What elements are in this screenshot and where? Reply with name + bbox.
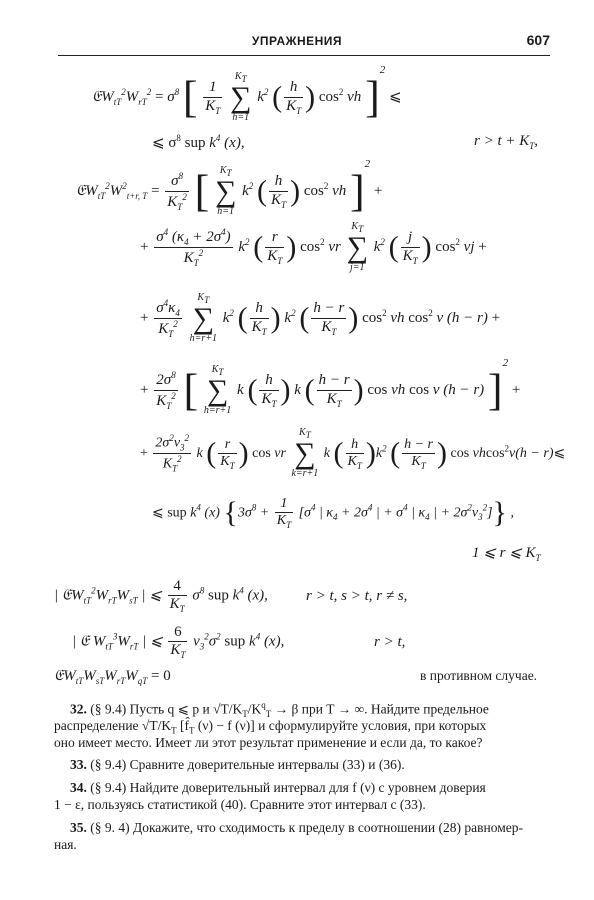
condition-2: r > t, s > t, r ≠ s,: [306, 588, 408, 604]
exercise-35: [54, 819, 550, 836]
condition-1: [474, 133, 538, 151]
formula-line-10: | 𝔈 $W_{tT}^3W_{rT}$ | ⩽ $\frac{6}{K_T}$ $\nu_3^2\sigma^2$ sup $k^4$ (x),: [72, 624, 285, 661]
formula-line-5: + $\frac{\sigma^4\kappa_4}{K_T^2}$ $K_T$ ∑ h=r+1 $k^2$ ( $\frac{h}{K_T}$ ) $k^2$ ( $\frac{h - r}{K_T}$ ) $\cos^2 \nu h$ $\cos^2 \nu$ (h − r) +: [140, 292, 501, 344]
formula-line-2: ⩽ $\sigma^8$ sup $k^4$ (x),: [152, 133, 245, 151]
condition-1-text: r > t + K: [474, 133, 530, 149]
exercise-32-line-2: распределение $√T/K_T$ [$f̂_T$ (ν) − f (ν)] и сформулируйте условия, при которых: [54, 718, 487, 736]
exercise-34-text: (§ 9.4) Найдите доверительный интервал для f (ν) с уровнем доверия: [90, 780, 486, 795]
exercise-35-number: 35.: [70, 820, 87, 835]
formula-line-9: | $𝔈W_{tT}^2W_{rT}W_{sT}$ | ⩽ $\frac{4}{K_T}$ $\sigma^8$ sup $k^4$ (x),: [54, 578, 268, 615]
exercise-32-number: 32.: [70, 701, 87, 717]
exercise-33: [54, 756, 550, 773]
condition-1-sub: T: [529, 141, 535, 151]
exercise-32-line2-b: [f̂: [176, 718, 189, 733]
page-number: 607: [526, 32, 550, 48]
header-title: УПРАЖНЕНИЯ: [251, 34, 343, 48]
otherwise-text: в противном случае.: [420, 668, 538, 683]
exercise-32: 32. (§ 9.4) Пусть q ⩽ p и $√T/K_T/K^q_T \to \beta$ при T → ∞. Найдите предельное: [70, 700, 489, 720]
formula-line-3: $𝔈W_{tT}^2W^2_{t+r, T}$ = $\frac{\sigma^8}{K_T^2}$ [ $K_T$ ∑ h=1 $k^2$ ( $\frac{h}{K_T}$ ) $\cos^2 \nu h$ ]$^2$ +: [76, 158, 383, 217]
formula-line-11: $𝔈W_{tT}W_{sT}W_{rT}W_{qT} = 0$: [54, 668, 171, 686]
exercise-35-line-2: ная.: [54, 837, 77, 852]
exercise-32-text-c: → β при T → ∞. Найдите предельное: [271, 701, 489, 717]
condition-range-sub: T: [535, 553, 541, 563]
condition-1-end: ,: [534, 133, 539, 149]
formula-line-7: + $\frac{2\sigma^2\nu_3^2}{K_T^2}$ k ( $\frac{r}{K_T}$ ) cos νr $K_T$ ∑ k=r+1 k ( $\frac{h}{K_T}$ )$k^2$ ( $\frac{h - r}{K_T}$ ) cos νhcos$^2$ν(h − r)⩽: [140, 427, 566, 479]
exercise-33-number: 33.: [70, 757, 87, 772]
formula-line-4: + $\frac{\sigma^4 (\kappa_4 + 2\sigma^4)}{K_T^2}$ $k^2$ ( $\frac{r}{K_T}$ ) $\cos^2 \nu r$ $K_T$ ∑ j=1 $k^2$ ( $\frac{j}{K_T}$ ) $\cos^2 \nu j$ +: [140, 221, 487, 273]
exercise-32-line2-a: распределение √T/K: [54, 718, 172, 733]
exercise-32-text-a: (§ 9.4) Пусть q ⩽ p и √T/K: [90, 701, 243, 717]
formula-line-8: ⩽ sup $k^4$ (x) {$3\sigma^8$ + $\frac{1}{K_T}$ [$\sigma^4$ | $\kappa_4 + 2\sigma^4$ | + $\sigma^4$ | $\kappa_4$ | + $2\sigma^2\nu_3^2$]} ,: [152, 496, 514, 530]
condition-3: r > t,: [374, 634, 406, 650]
header-rule: [58, 55, 550, 56]
formula-line-1: $𝔈W_{tT}^2W_{rT}^2 = \sigma^8$ [ $\frac{1}{K_T}$ $K_T$ ∑ h=1 $k^2$ ( $\frac{h}{K_T}$ ) $\cos^2 \nu h$ ]$^2$ ⩽: [92, 64, 402, 123]
exercise-34-number: 34.: [70, 780, 87, 795]
exercise-32-line2-c: (ν) − f (ν)] и сформулируйте условия, при которых: [194, 718, 487, 733]
exercise-32-line-3: оно имеет место. Имеет ли этот результат применение и если да, то какое?: [54, 735, 483, 750]
condition-range: [472, 543, 541, 563]
exercise-32-text-b: /K: [247, 701, 262, 717]
exercise-35-text: (§ 9. 4) Докажите, что сходимость к пределу в соотношении (28) равномер-: [90, 820, 523, 835]
condition-range-text: 1 ⩽ r ⩽ K: [472, 545, 536, 561]
exercise-34-line-2: 1 − ε, пользуясь статистикой (40). Сравните этот интервал с (33).: [54, 797, 426, 812]
running-header: [0, 34, 594, 56]
exercise-33-text: (§ 9.4) Сравните доверительные интервалы (33) и (36).: [90, 757, 405, 772]
formula-line-6: + $\frac{2\sigma^8}{K_T^2}$ [ $K_T$ ∑ h=r+1 k ( $\frac{h}{K_T}$ ) k ( $\frac{h - r}{K_T}$ ) cos νh cos ν (h − r) ]$^2$ +: [140, 357, 521, 416]
exercise-34: [54, 779, 550, 796]
